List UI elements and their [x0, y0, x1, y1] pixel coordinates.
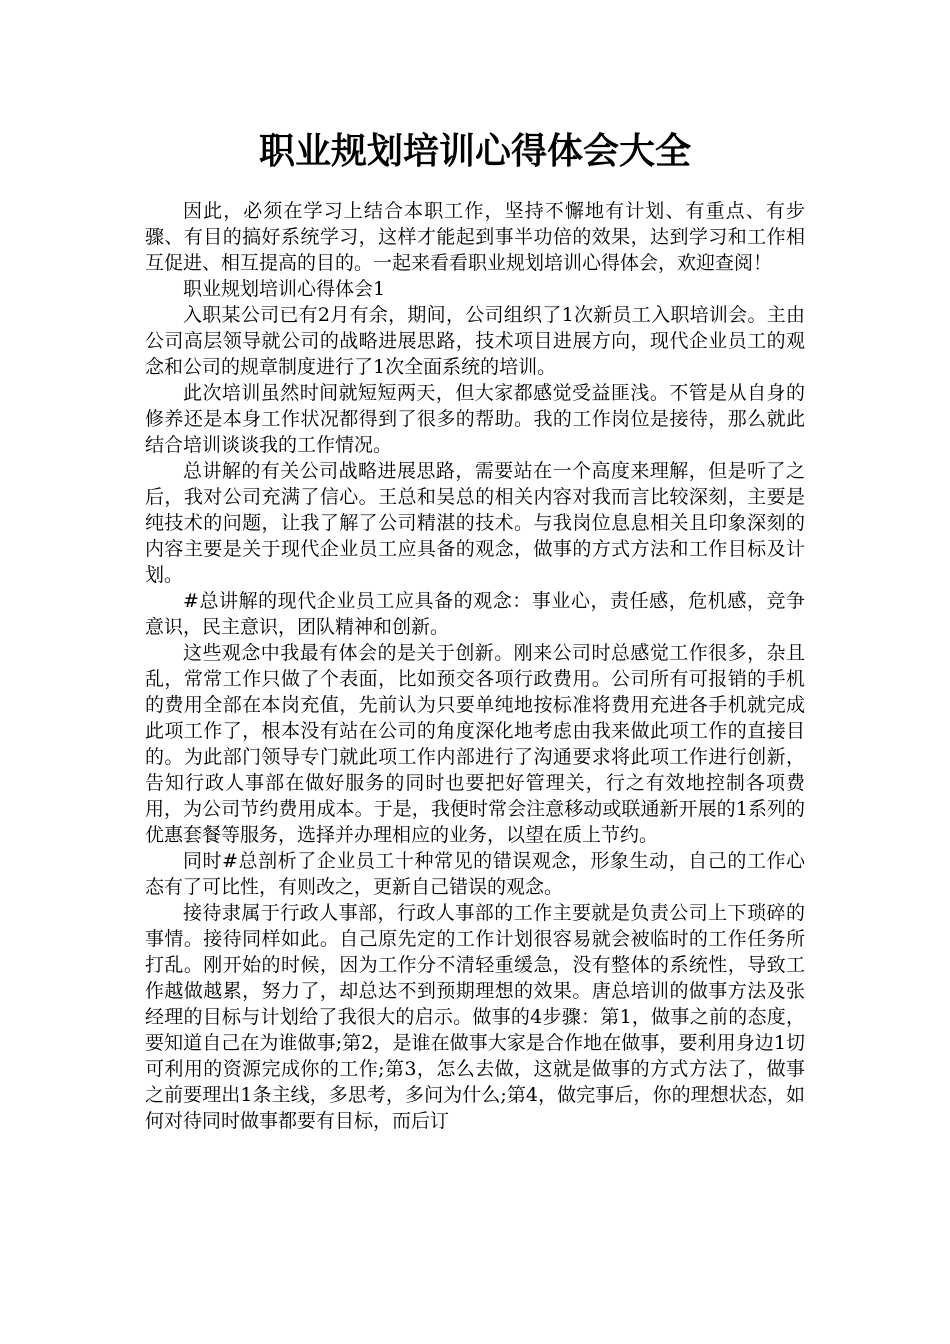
paragraph: 总讲解的有关公司战略进展思路，需要站在一个高度来理解，但是听了之后，我对公司充满了信心。王总和吴总的相关内容对我而言比较深刻，主要是纯技术的问题，让我了解了公司精湛的技术。与我岗位息息相关且印象深刻的内容主要是关于现代企业员工应具备的观念，做事的方式方法和工作目标及计划。	[145, 460, 805, 586]
document-body	[145, 198, 805, 1134]
section-heading: 职业规划培训心得体会1	[183, 278, 386, 300]
paragraph-intro: 因此，必须在学习上结合本职工作，坚持不懈地有计划、有重点、有步骤、有目的搞好系统学习，这样才能起到事半功倍的效果，达到学习和工作相互促进、相互提高的目的。一起来看看职业规划培训心得体会，欢迎查阅！	[145, 200, 805, 274]
paragraph: 这些观念中我最有体会的是关于创新。刚来公司时总感觉工作很多，杂且乱，常常工作只做了个表面，比如预交各项行政费用。公司所有可报销的手机的费用全部在本岗充值，先前认为只要单纯地按标准将费用充进各手机就完成此项工作了，根本没有站在公司的角度深化地考虑由我来做此项工作的直接目的。为此部门领导专门就此项工作内部进行了沟通要求将此项工作进行创新，告知行政人事部在做好服务的同时也要把好管理关，行之有效地控制各项费用，为公司节约费用成本。于是，我便时常会注意移动或联通新开展的1系列的优惠套餐等服务，选择并办理相应的业务，以望在质上节约。	[145, 642, 805, 846]
paragraph: 入职某公司已有2月有余，期间，公司组织了1次新员工入职培训会。主由公司高层领导就公司的战略进展思路，技术项目进展方向，现代企业员工的观念和公司的规章制度进行了1次全面系统的培训。	[145, 304, 805, 378]
paragraph: 接待隶属于行政人事部，行政人事部的工作主要就是负责公司上下琐碎的事情。接待同样如此。自己原先定的工作计划很容易就会被临时的工作任务所打乱。刚开始的时候，因为工作分不清轻重缓急，没有整体的系统性，导致工作越做越累，努力了，却总达不到预期理想的效果。唐总培训的做事方法及张经理的目标与计划给了我很大的启示。做事的4步骤：第1，做事之前的态度，要知道自己在为谁做事;第2，是谁在做事大家是合作地在做事，要利用身边1切可利用的资源完成你的工作;第3，怎么去做，这就是做事的方式方法了，做事之前要理出1条主线，多思考，多问为什么;第4，做完事后，你的理想状态，如何对待同时做事都要有目标，而后订	[145, 902, 805, 1132]
document-title: 职业规划培训心得体会大全	[258, 131, 691, 172]
paragraph: 此次培训虽然时间就短短两天，但大家都感觉受益匪浅。不管是从自身的修养还是本身工作状况都得到了很多的帮助。我的工作岗位是接待，那么就此结合培训谈谈我的工作情况。	[145, 382, 805, 456]
paragraph: 同时#总剖析了企业员工十种常见的错误观念，形象生动，自己的工作心态有了可比性，有则改之，更新自己错误的观念。	[145, 850, 805, 898]
paragraph: #总讲解的现代企业员工应具备的观念：事业心，责任感，危机感，竞争意识，民主意识，团队精神和创新。	[145, 590, 805, 638]
